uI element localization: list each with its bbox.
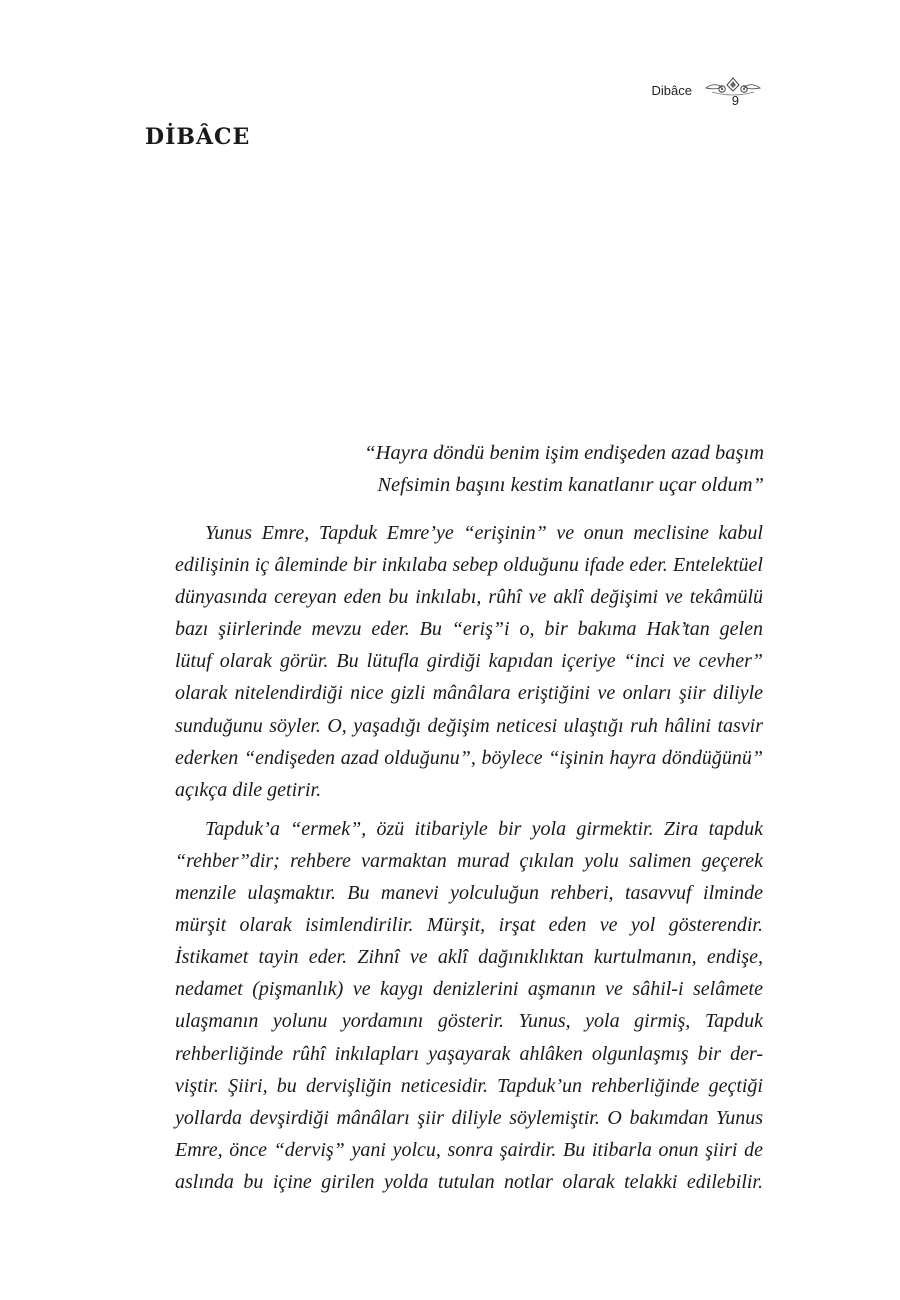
text-line: rehberliğinde rûhî inkılapları yaşayarak ahlâken olgunlaşmış bir der- [175,1042,763,1065]
running-header-section: Dibâce [651,83,692,98]
text-line: Tapduk’a “ermek”, özü itibariyle bir yola girmektir. Zira tapduk [205,817,763,840]
paragraph [145,813,763,1198]
text-line: Emre, önce “derviş” yani yolcu, sonra şairdir. Bu itibarla onun şiiri de [175,1138,763,1161]
text-line: olarak nitelendirdiği nice gizli mânâlara eriştiğini ve onları şiir diliyle [175,682,763,705]
text-line: lütuf olarak görür. Bu lütufla girdiği kapıdan içeriye “inci ve cevher” [175,650,763,673]
text-line: mürşit olarak isimlendirilir. Mürşit, irşat eden ve yol gösterendir. [175,914,763,937]
epigraph-line: “Hayra döndü benim işim endişeden azad başım [364,442,764,464]
running-header [560,76,770,116]
chapter-title: DİBÂCE [145,124,251,150]
epigraph [364,437,764,501]
text-line: açıkça dile getirir. [175,778,322,801]
text-line: ederken “endişeden azad olduğunu”, böylece “işinin hayra döndüğünü” [175,746,763,769]
page-number: 9 [731,93,739,108]
text-line: aslında bu içine girilen yolda tutulan notlar olarak telakki edilebilir. [175,1170,763,1193]
paragraph [145,517,763,806]
epigraph-line: Nefsimin başını kestim kanatlanır uçar oldum” [377,474,764,496]
text-line: edilişinin iç âleminde bir inkılaba sebep olduğunu ifade eder. Entelektüel [175,554,763,577]
text-line: yollarda devşirdiği mânâları şiir diliyle söylemiştir. O bakımdan Yunus [175,1106,763,1129]
text-line: “rehber”dir; rehbere varmaktan murad çıkılan yolu salimen geçerek [175,849,763,872]
body-text [145,517,763,1205]
text-line: sunduğunu söyler. O, yaşadığı değişim neticesi ulaştığı ruh hâlini tasvir [175,714,763,737]
text-line: İstikamet tayin eder. Zihnî ve aklî dağınıklıktan kurtulmanın, endişe, [175,946,763,969]
text-line: dünyasında cereyan eden bu inkılabı, rûhî ve aklî değişimi ve tekâmülü [175,586,763,609]
text-line: viştir. Şiiri, bu dervişliğin neticesidir. Tapduk’un rehberliğinde geçtiği [175,1074,763,1097]
text-line: menzile ulaşmaktır. Bu manevi yolculuğun rehberi, tasavvuf ilminde [175,882,763,905]
text-line: nedamet (pişmanlık) ve kaygı denizlerini aşmanın ve sâhil-i selâmete [175,978,763,1001]
text-line: ulaşmanın yolunu yordamını gösterir. Yunus, yola girmiş, Tapduk [175,1010,763,1033]
text-line: bazı şiirlerinde mevzu eder. Bu “eriş”i o, bir bakıma Hak’tan gelen [175,618,763,641]
text-line: Yunus Emre, Tapduk Emre’ye “erişinin” ve onun meclisine kabul [205,522,763,544]
